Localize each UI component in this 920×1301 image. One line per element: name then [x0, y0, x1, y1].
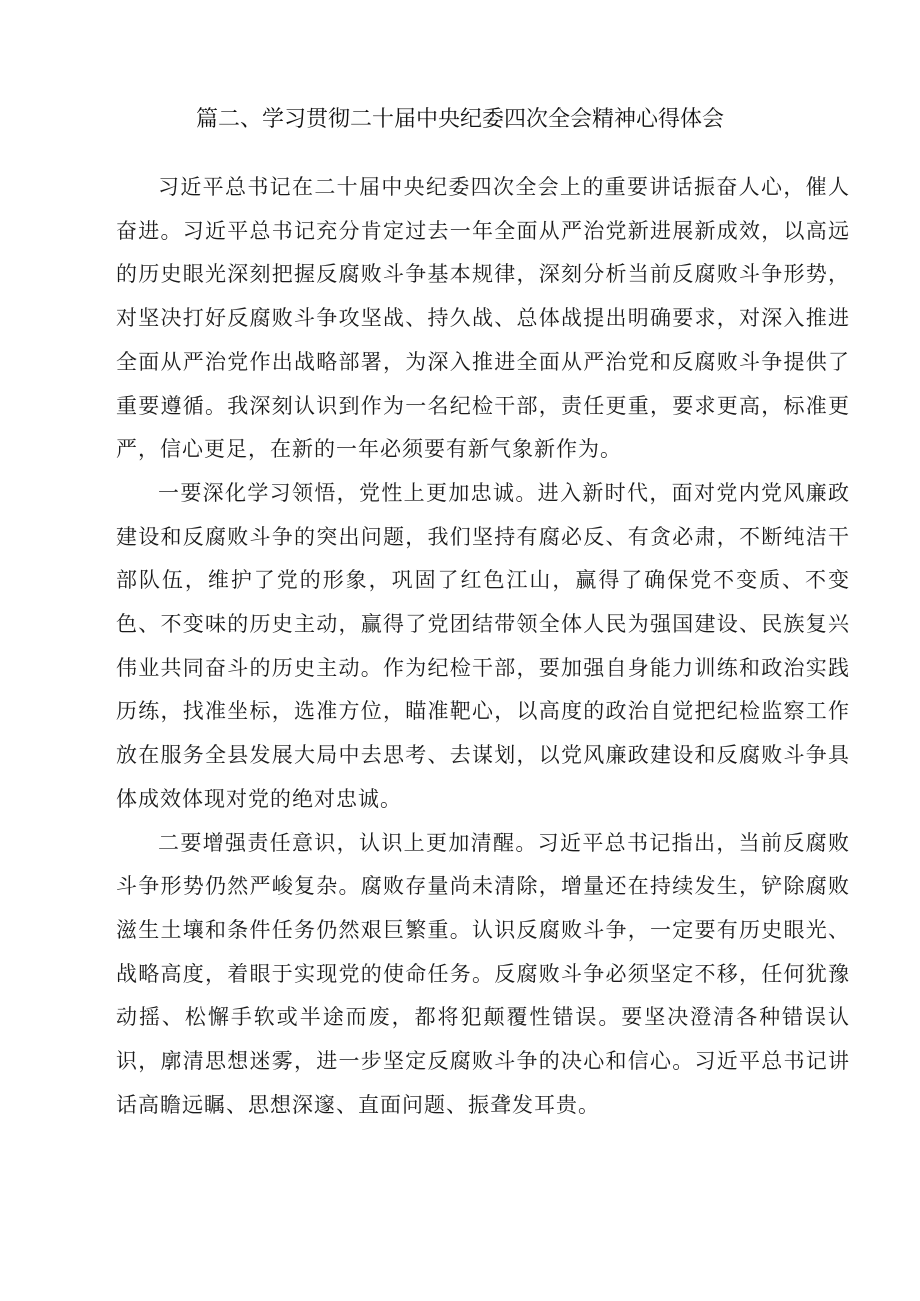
paragraph-intro: 习近平总书记在二十届中央纪委四次全会上的重要讲话振奋人心，催人奋进。习近平总书记充分肯定过去一年全面从严治党新进展新成效，以高远的历史眼光深刻把握反腐败斗争基本规律，深刻分析当前反腐败斗争形势，对坚决打好反腐败斗争攻坚战、持久战、总体战提出明确要求，对深入推进全面从严治党作出战略部署，为深入推进全面从严治党和反腐败斗争提供了重要遵循。我深刻认识到作为一名纪检干部，责任更重，要求更高，标准更严，信心更足，在新的一年必须要有新气象新作为。 — [116, 175, 850, 462]
document-title: 篇二、学习贯彻二十届中央纪委四次全会精神心得体会 — [195, 107, 724, 132]
paragraph-point-one: 一要深化学习领悟，党性上更加忠诚。进入新时代，面对党内党风廉政建设和反腐败斗争的突出问题，我们坚持有腐必反、有贪必肃，不断纯洁干部队伍，维护了党的形象，巩固了红色江山，赢得了确保党不变质、不变色、不变味的历史主动，赢得了党团结带领全体人民为强国建设、民族复兴伟业共同奋斗的历史主动。作为纪检干部，要加强自身能力训练和政治实践历练，找准坐标，选准方位，瞄准靶心，以高度的政治自觉把纪检监察工作放在服务全县发展大局中去思考、去谋划，以党风廉政建设和反腐败斗争具体成效体现对党的绝对忠诚。 — [116, 480, 850, 811]
paragraph-point-two: 二要增强责任意识，认识上更加清醒。习近平总书记指出，当前反腐败斗争形势仍然严峻复杂。腐败存量尚未清除，增量还在持续发生，铲除腐败滋生土壤和条件任务仍然艰巨繁重。认识反腐败斗争，一定要有历史眼光、战略高度，着眼于实现党的使命任务。反腐败斗争必须坚定不移，任何犹豫动摇、松懈手软或半途而废，都将犯颠覆性错误。要坚决澄清各种错误认识，廓清思想迷雾，进一步坚定反腐败斗争的决心和信心。习近平总书记讲话高瞻远瞩、思想深邃、直面问题、振聋发耳贵。 — [116, 830, 850, 1117]
document-body — [116, 166, 850, 1127]
